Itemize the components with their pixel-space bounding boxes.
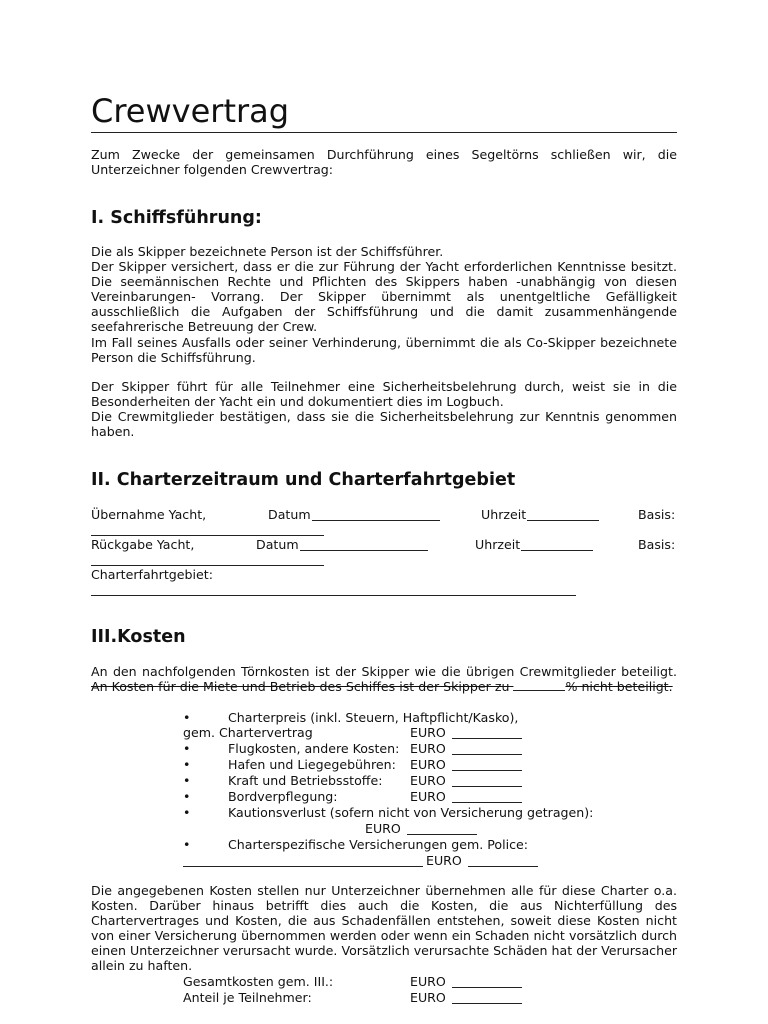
cost-item-kraft: Kraft und Betriebsstoffe: bbox=[228, 773, 383, 788]
cost-item-charterpreis: Charterpreis (inkl. Steuern, Haftpflicht/Kasko), bbox=[228, 710, 519, 725]
kaution-amount-field[interactable] bbox=[407, 821, 477, 835]
rueckgabe-datum-label: Datum bbox=[256, 537, 299, 552]
section-1-p3: Im Fall seines Ausfalls oder seiner Verhinderung, übernimmt die als Co-Skipper bezeichnete Person die Schiffsführung. bbox=[91, 334, 677, 365]
uebernahme-basis-label: Basis: bbox=[638, 507, 676, 522]
gesamtkosten-field[interactable] bbox=[452, 974, 522, 988]
uebernahme-datum-label: Datum bbox=[268, 507, 311, 522]
rueckgabe-basis-label: Basis: bbox=[638, 537, 676, 552]
bullet-icon: • bbox=[183, 773, 191, 788]
euro-label: EURO bbox=[410, 990, 446, 1005]
anteil-label: Anteil je Teilnehmer: bbox=[183, 990, 312, 1005]
euro-label: EURO bbox=[365, 821, 401, 836]
gesamtkosten-label: Gesamtkosten gem. III.: bbox=[183, 974, 334, 989]
gebiet-row bbox=[91, 567, 677, 582]
rueckgabe-basis-field[interactable] bbox=[91, 565, 324, 566]
bullet-icon: • bbox=[183, 741, 191, 756]
euro-label: EURO bbox=[410, 757, 446, 772]
anteil-field[interactable] bbox=[452, 990, 522, 1004]
uebernahme-datum-field[interactable] bbox=[312, 507, 440, 521]
bullet-icon: • bbox=[183, 757, 191, 772]
bullet-icon: • bbox=[183, 789, 191, 804]
bord-amount-field[interactable] bbox=[452, 789, 522, 803]
intro-paragraph: Zum Zwecke der gemeinsamen Durchführung eines Segeltörns schließen wir, die Unterzeichner folgenden Crewvertrag: bbox=[91, 147, 677, 178]
section-1-p2: Der Skipper versichert, dass er die zur Führung der Yacht erforderlichen Kenntnisse besitzt. Die seemännischen Rechte und Pflichten des Skippers haben -unabhängig von diesen Vereinbarungen- Vorrang. Der Skipper übernimmt als unentgeltliche Gefälligkeit ausschließlich die Aufgaben der Schiffsführung und die damit zusammenhängende seefahrerische Betreuung der Crew. bbox=[91, 259, 677, 335]
rueckgabe-uhrzeit-label: Uhrzeit bbox=[475, 537, 521, 552]
section-1-p4: Der Skipper führt für alle Teilnehmer eine Sicherheitsbelehrung durch, weist sie in die Besonderheiten der Yacht ein und dokumentiert dies im Logbuch. bbox=[91, 379, 677, 410]
bullet-icon: • bbox=[183, 837, 191, 852]
hafen-amount-field[interactable] bbox=[452, 757, 522, 771]
bullet-icon: • bbox=[183, 805, 191, 820]
gebiet-field[interactable] bbox=[91, 595, 576, 596]
section-1-p5: Die Crewmitglieder bestätigen, dass sie die Sicherheitsbelehrung zur Kenntnis genommen haben. bbox=[91, 409, 677, 440]
uebernahme-row bbox=[91, 507, 677, 522]
cost-item-versicherung: Charterspezifische Versicherungen gem. Police: bbox=[228, 837, 529, 852]
bullet-icon: • bbox=[183, 710, 191, 725]
cost-item-kaution: Kautionsverlust (sofern nicht von Versicherung getragen): bbox=[228, 805, 594, 820]
uebernahme-label: Übernahme Yacht, bbox=[91, 507, 207, 522]
section-3-closing: Die angegebenen Kosten stellen nur Unterzeichner übernehmen alle für diese Charter o.a. Kosten. Darüber hinaus betrifft dies auch die Kosten, die aus Nichterfüllung des Chartervertrages und Kosten, die aus Schadenfällen entstehen, soweit diese Kosten nicht von einer Versicherung übernommen werden oder wenn ein Schaden nicht vorsätzlich durch einen Unterzeichner verursacht wurde. Vorsätzlich verursachte Schäden hat der Verursacher allein zu haften. bbox=[91, 883, 677, 974]
flug-amount-field[interactable] bbox=[452, 741, 522, 755]
section-1-body bbox=[91, 244, 677, 365]
euro-label: EURO bbox=[410, 725, 446, 740]
uebernahme-uhrzeit-field[interactable] bbox=[527, 507, 599, 521]
rueckgabe-uhrzeit-field[interactable] bbox=[521, 537, 593, 551]
cost-item-hafen: Hafen und Liegegebühren: bbox=[228, 757, 396, 772]
section-1-heading: I. Schiffsführung: bbox=[91, 208, 262, 228]
cost-item-gem: gem. Chartervertrag bbox=[183, 725, 313, 740]
charterpreis-amount-field[interactable] bbox=[452, 725, 522, 739]
kraft-amount-field[interactable] bbox=[452, 773, 522, 787]
gebiet-label: Charterfahrtgebiet: bbox=[91, 567, 213, 582]
euro-label: EURO bbox=[410, 974, 446, 989]
euro-label: EURO bbox=[410, 789, 446, 804]
section-1-body-2 bbox=[91, 379, 677, 439]
versicherung-name-field[interactable] bbox=[183, 853, 423, 867]
euro-label: EURO bbox=[410, 773, 446, 788]
cost-item-flug: Flugkosten, andere Kosten: bbox=[228, 741, 400, 756]
versicherung-amount-field[interactable] bbox=[468, 853, 538, 867]
skipper-percent-field[interactable] bbox=[513, 679, 565, 691]
cost-item-bord: Bordverpflegung: bbox=[228, 789, 338, 804]
uebernahme-uhrzeit-label: Uhrzeit bbox=[481, 507, 527, 522]
section-1-p1: Die als Skipper bezeichnete Person ist der Schiffsführer. bbox=[91, 244, 444, 259]
euro-label: EURO bbox=[426, 853, 462, 868]
section-2-heading: II. Charterzeitraum und Charterfahrtgebiet bbox=[91, 470, 516, 490]
section-3-intro: An den nachfolgenden Törnkosten ist der Skipper wie die übrigen Crewmitglieder beteiligt. An Kosten für die Miete und Betrieb des Schiffes ist der Skipper zu % nicht beteiligt. bbox=[91, 664, 677, 695]
rueckgabe-row bbox=[91, 537, 677, 552]
page-title: Crewvertrag bbox=[91, 92, 677, 133]
rueckgabe-datum-field[interactable] bbox=[300, 537, 428, 551]
euro-label: EURO bbox=[410, 741, 446, 756]
uebernahme-basis-field[interactable] bbox=[91, 535, 324, 536]
rueckgabe-label: Rückgabe Yacht, bbox=[91, 537, 195, 552]
section-3-heading: III.Kosten bbox=[91, 627, 186, 647]
